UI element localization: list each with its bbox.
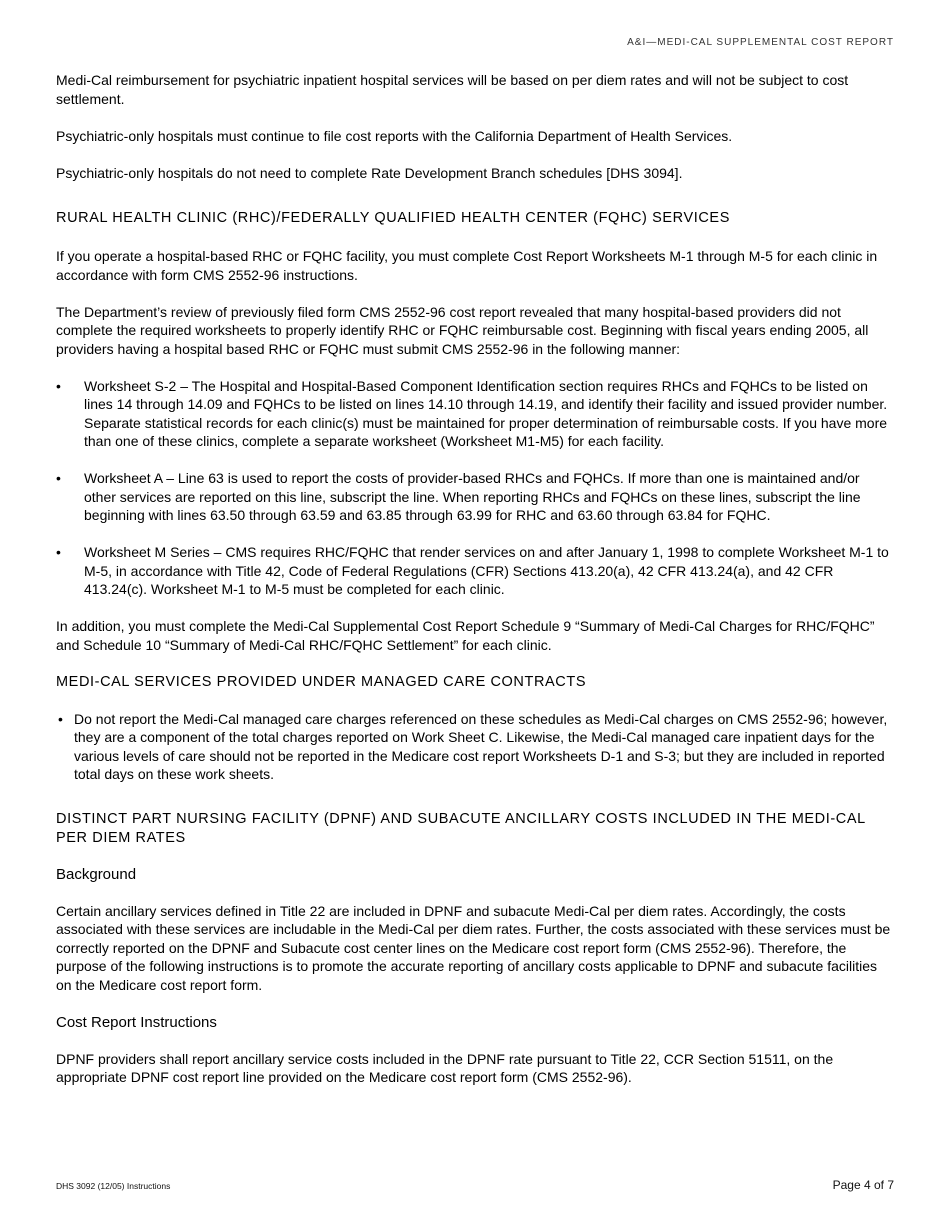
intro-paragraph-2: Psychiatric-only hospitals must continue to file cost reports with the California Department of Health Services. [56, 127, 733, 144]
instructions-subheading: Cost Report Instructions [56, 1013, 217, 1031]
form-identifier: DHS 3092 (12/05) Instructions [56, 1181, 171, 1191]
list-item: • Worksheet M Series – CMS requires RHC/FQHC that render services on and after January 1, 1998 to complete Worksheet M-1 to M-5, in accordance with Title 42, Code of Federal Regulations (CFR) Sections 413.20(a), 42 CFR 413.24(a), and 42 CFR 413.24(c). Worksheet M-1 to M-5 must be completed for each clinic. [56, 543, 894, 599]
rhc-paragraph-2: The Department’s review of previously filed form CMS 2552-96 cost report revealed that many hospital-based providers did not complete the required worksheets to properly identify RHC or FQHC reimbursable cost. Beginning with fiscal years ending 2005, all providers having a hospital based RHC or FQHC must submit CMS 2552-96 in the following manner: [56, 303, 869, 357]
list-item: • Do not report the Medi-Cal managed care charges referenced on these schedules as Medi-Cal charges on CMS 2552-96; however, they are a component of the total charges reported on Work Sheet C. Likewise, the Medi-Cal managed care inpatient days for the various levels of care should not be reported in the Medicare cost report Worksheets D-1 and S-3; but they are included in reported total days on these work sheets. [56, 710, 894, 784]
rhc-section-heading: RURAL HEALTH CLINIC (RHC)/FEDERALLY QUALIFIED HEALTH CENTER (FQHC) SERVICES [56, 210, 730, 226]
intro-paragraph-1: Medi-Cal reimbursement for psychiatric inpatient hospital services will be based on per diem rates and will not be subject to cost settlement. [56, 72, 849, 107]
list-item: • Worksheet A – Line 63 is used to report the costs of provider-based RHCs and FQHCs. If more than one is maintained and/or other services are reported on this line, subscript the line. When reporting RHCs and FQHCs on these lines, subscript the line beginning with lines 63.50 through 63.59 and 63.85 through 63.99 for RHC and 63.60 through 63.84 for FQHC. [56, 469, 894, 525]
list-item: • Worksheet S-2 – The Hospital and Hospital-Based Component Identification section requires RHCs and FQHCs to be listed on lines 14 through 14.09 and FQHCs to be listed on lines 14.10 through 14.19, and identify their facility and issued provider number. Separate statistical records for each clinic(s) must be maintained for proper determination of reimbursable costs. If you have more than one of these clinics, complete a separate worksheet (Worksheet M1-M5) for each facility. [56, 377, 894, 451]
background-paragraph: Certain ancillary services defined in Title 22 are included in DPNF and subacute Medi-Cal per diem rates. Accordingly, the costs associated with these services are includable in the Medi-Cal per diem rates. Further, the costs associated with these services must be correctly reported on the DPNF and Subacute cost center lines on the Medicare cost report form (CMS 2552-96). Therefore, the purpose of the following instructions is to promote the accurate reporting of ancillary costs applicable to DPNF and subacute facilities on the Medicare cost report form. [56, 902, 891, 993]
running-header: A&I—MEDI-CAL SUPPLEMENTAL COST REPORT [627, 37, 894, 48]
rhc-paragraph-1: If you operate a hospital-based RHC or FQHC facility, you must complete Cost Report Worksheets M-1 through M-5 for each clinic in accordance with form CMS 2552-96 instructions. [56, 248, 878, 283]
rhc-closing-paragraph: In addition, you must complete the Medi-Cal Supplemental Cost Report Schedule 9 “Summary of Medi-Cal Charges for RHC/FQHC” and Schedule 10 “Summary of Medi-Cal RHC/FQHC Settlement” for each clinic. [56, 618, 875, 653]
dpnf-section-heading: DISTINCT PART NURSING FACILITY (DPNF) AND SUBACUTE ANCILLARY COSTS INCLUDED IN THE MEDI-CAL PER DIEM RATES [56, 810, 866, 846]
background-subheading: Background [56, 865, 137, 883]
managed-care-heading: MEDI-CAL SERVICES PROVIDED UNDER MANAGED CARE CONTRACTS [56, 673, 587, 690]
instructions-paragraph: DPNF providers shall report ancillary service costs included in the DPNF rate pursuant to Title 22, CCR Section 51511, on the appropriate DPNF cost report line provided on the Medicare cost report form (CMS 2552-96). [56, 1050, 834, 1085]
intro-paragraph-3: Psychiatric-only hospitals do not need to complete Rate Development Branch schedules [DHS 3094]. [56, 164, 683, 181]
page-number: Page 4 of 7 [832, 1178, 894, 1192]
page-body [56, 71, 894, 1105]
rhc-bullet-list [56, 377, 894, 599]
managed-care-list [56, 710, 894, 784]
